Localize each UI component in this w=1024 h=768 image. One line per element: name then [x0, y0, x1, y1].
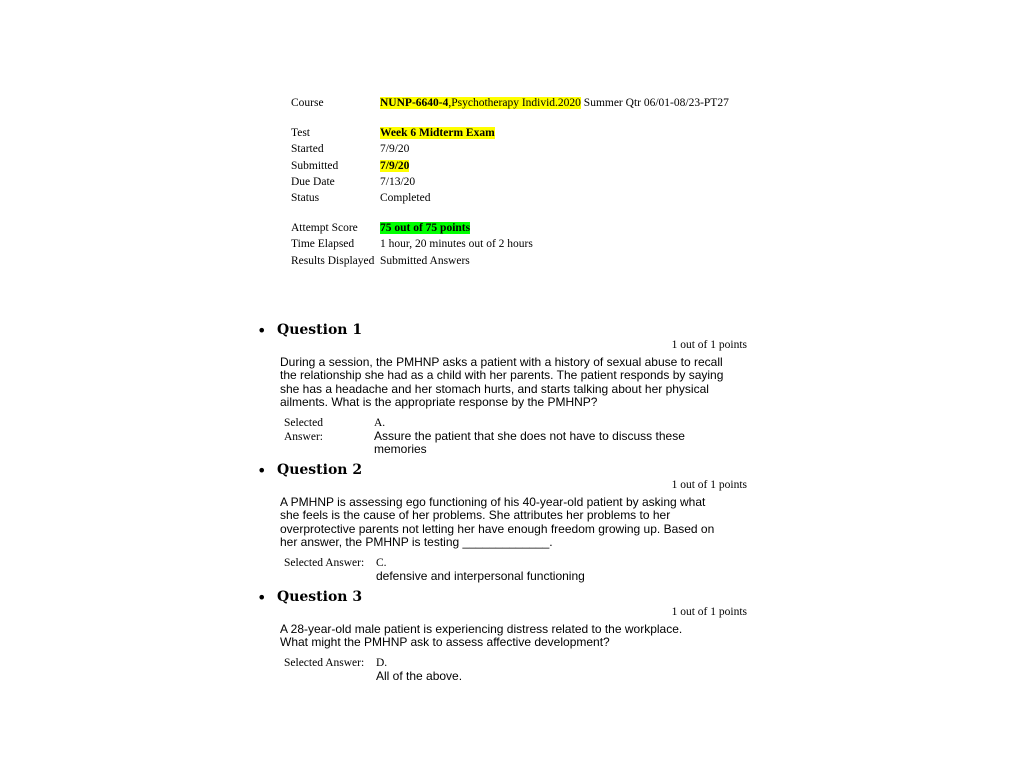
answer-letter: A.	[374, 417, 386, 429]
question-text: A PMHNP is assessing ego functioning of his 40-year-old patient by asking what she feels is the cause of her problems. She attributes her problems to her overprotective parents not letting her have enough freedom growing up. Based on her answer, the PMHNP is testing _____________.	[280, 495, 715, 550]
question-title: Question 3	[277, 589, 363, 605]
course-value	[380, 97, 729, 109]
course-name: ,Psychotherapy Individ.2020	[448, 97, 581, 109]
question-title: Question 1	[277, 322, 363, 338]
status-label: Status	[291, 192, 320, 204]
time-elapsed-value: 1 hour, 20 minutes out of 2 hours	[380, 238, 533, 250]
selected-label-line1: Selected	[284, 417, 323, 429]
status-value: Completed	[380, 192, 431, 204]
selected-label-line2: Answer:	[284, 430, 323, 443]
bullet-icon: •	[257, 321, 267, 340]
question-points: 1 out of 1 points	[671, 606, 747, 618]
selected-answer-label	[284, 417, 323, 444]
answer-letter: D.	[376, 657, 388, 669]
question-text: A 28-year-old male patient is experiencing distress related to the workplace. What might the PMHNP ask to assess affective development?	[280, 622, 683, 650]
course-code: NUNP-6640-4	[380, 97, 449, 109]
attempt-score-label: Attempt Score	[291, 222, 358, 234]
submitted-label: Submitted	[291, 160, 339, 172]
submitted-value: 7/9/20	[380, 160, 410, 172]
answer-text: Assure the patient that she does not have to discuss these memories	[374, 429, 685, 457]
results-displayed-value: Submitted Answers	[380, 255, 470, 267]
time-elapsed-label: Time Elapsed	[291, 238, 355, 250]
question-title: Question 2	[277, 462, 363, 478]
results-displayed-label: Results Displayed	[291, 255, 375, 267]
due-date-label: Due Date	[291, 176, 335, 188]
answer-letter: C.	[376, 557, 387, 569]
selected-answer-label: Selected Answer:	[284, 657, 365, 669]
attempt-score-value: 75 out of 75 points	[380, 222, 471, 234]
answer-text: All of the above.	[376, 669, 463, 683]
course-label: Course	[291, 97, 324, 109]
due-date-value: 7/13/20	[380, 176, 416, 188]
selected-answer-label: Selected Answer:	[284, 557, 365, 569]
test-value: Week 6 Midterm Exam	[380, 127, 495, 139]
course-term: Summer Qtr 06/01-08/23-PT27	[580, 97, 729, 109]
answer-text: defensive and interpersonal functioning	[376, 569, 585, 583]
question-points: 1 out of 1 points	[671, 479, 747, 491]
question-text: During a session, the PMHNP asks a patient with a history of sexual abuse to recall the relationship she had as a child with her parents. The patient responds by saying she has a headache and her stomach hurts, and starts talking about her physical ailments. What is the appropriate response by the PMHNP?	[280, 355, 724, 410]
bullet-icon: •	[257, 588, 267, 607]
started-value: 7/9/20	[380, 143, 410, 155]
question-points: 1 out of 1 points	[671, 339, 747, 351]
bullet-icon: •	[257, 461, 267, 480]
started-label: Started	[291, 143, 324, 155]
test-label: Test	[291, 127, 310, 139]
